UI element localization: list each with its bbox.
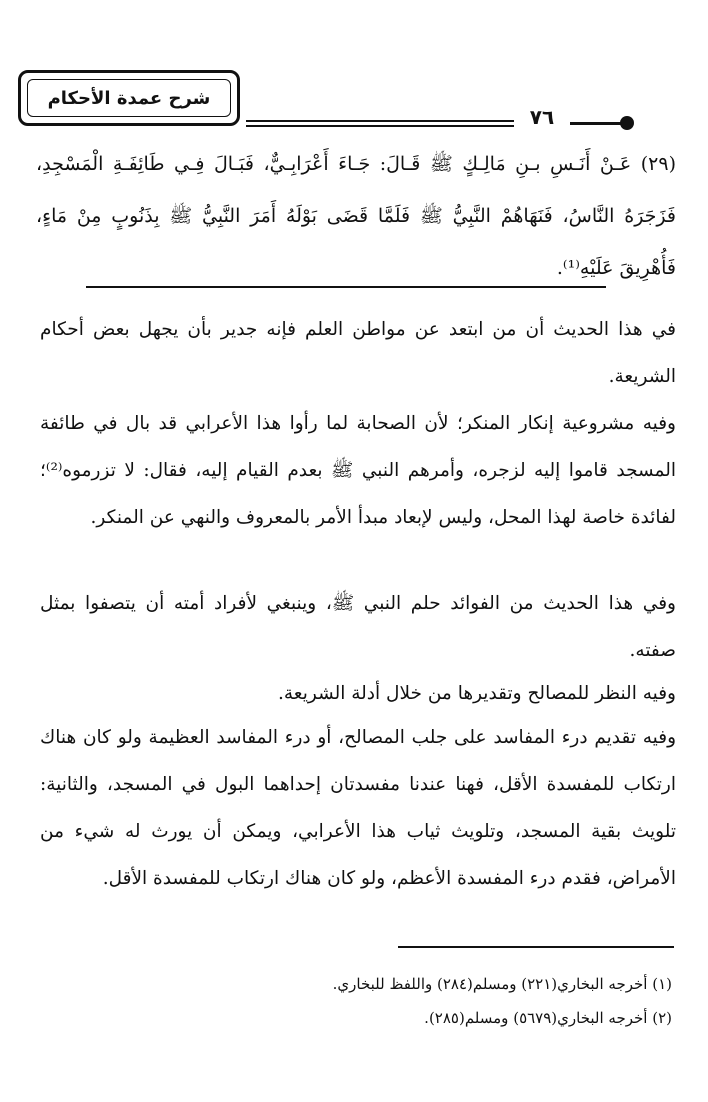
commentary-paragraph: في هذا الحديث أن من ابتعد عن مواطن العلم فإنه جدير بأن يجهل بعض أحكام الشريعة. xyxy=(40,319,676,387)
running-title: شرح عمدة الأحكام xyxy=(27,79,231,117)
header-ornament-dot xyxy=(620,116,634,130)
section-divider xyxy=(86,286,606,288)
page-number: ٧٦ xyxy=(529,105,555,129)
running-title-frame xyxy=(18,70,240,126)
commentary-paragraph: وفيه النظر للمصالح وتقديرها من خلال أدلة الشريعة. xyxy=(277,683,676,704)
footnote: (١) أخرجه البخاري(٢٢١) ومسلم(٢٨٤) واللفظ للبخاري. xyxy=(332,975,672,993)
header-rule xyxy=(246,120,514,122)
commentary-paragraph: وفيه مشروعية إنكار المنكر؛ لأن الصحابة لما رأوا هذا الأعرابي قد بال في طائفة المسجد قاموا إليه لزجره، وأمرهم النبي ﷺ بعدم القيام إليه، فقال: لا تزرموه⁽²⁾؛ لفائدة خاصة لهذا المحل، وليس لإبعاد مبدأ الأمر بالمعروف والنهي عن المنكر. xyxy=(40,413,676,528)
header-rule xyxy=(246,125,514,127)
footnote-rule xyxy=(398,946,674,948)
commentary-paragraph: وفيه تقديم درء المفاسد على جلب المصالح، أو درء المفاسد العظيمة ولو كان هناك ارتكاب للمفسدة الأقل، فهنا عندنا مفسدتان إحداهما البول في المسجد، والثانية: تلويث بقية المسجد، وتلويث ثياب هذا الأعرابي، ويمكن أن يورث له شيء من الأمراض، فقدم درء المفسدة الأعظم، ولو كان هناك ارتكاب للمفسدة الأقل. xyxy=(40,727,676,889)
header-rule xyxy=(570,122,622,125)
hadith-text: (٢٩) عَـنْ أَنَـسِ بـنِ مَالِـكٍ ﷺ قَـالَ: جَـاءَ أَعْرَابِـيٌّ، فَبَـالَ فِـي طَائِفَـةِ الْمَسْجِدِ، فَزَجَرَهُ النَّاسُ، فَنَهَاهُمْ النَّبِيُّ ﷺ فَلَمَّا قَضَى بَوْلَهُ أَمَرَ النَّبِيُّ ﷺ بِذَنُوبٍ مِنْ مَاءٍ، فَأُهْرِيقَ عَلَيْهِ⁽¹⁾. xyxy=(36,153,676,279)
commentary-paragraph: وفي هذا الحديث من الفوائد حلم النبي ﷺ، وينبغي لأفراد أمته أن يتصفوا بمثل صفته. xyxy=(40,593,676,661)
footnote: (٢) أخرجه البخاري(٥٦٧٩) ومسلم(٢٨٥). xyxy=(424,1009,672,1027)
